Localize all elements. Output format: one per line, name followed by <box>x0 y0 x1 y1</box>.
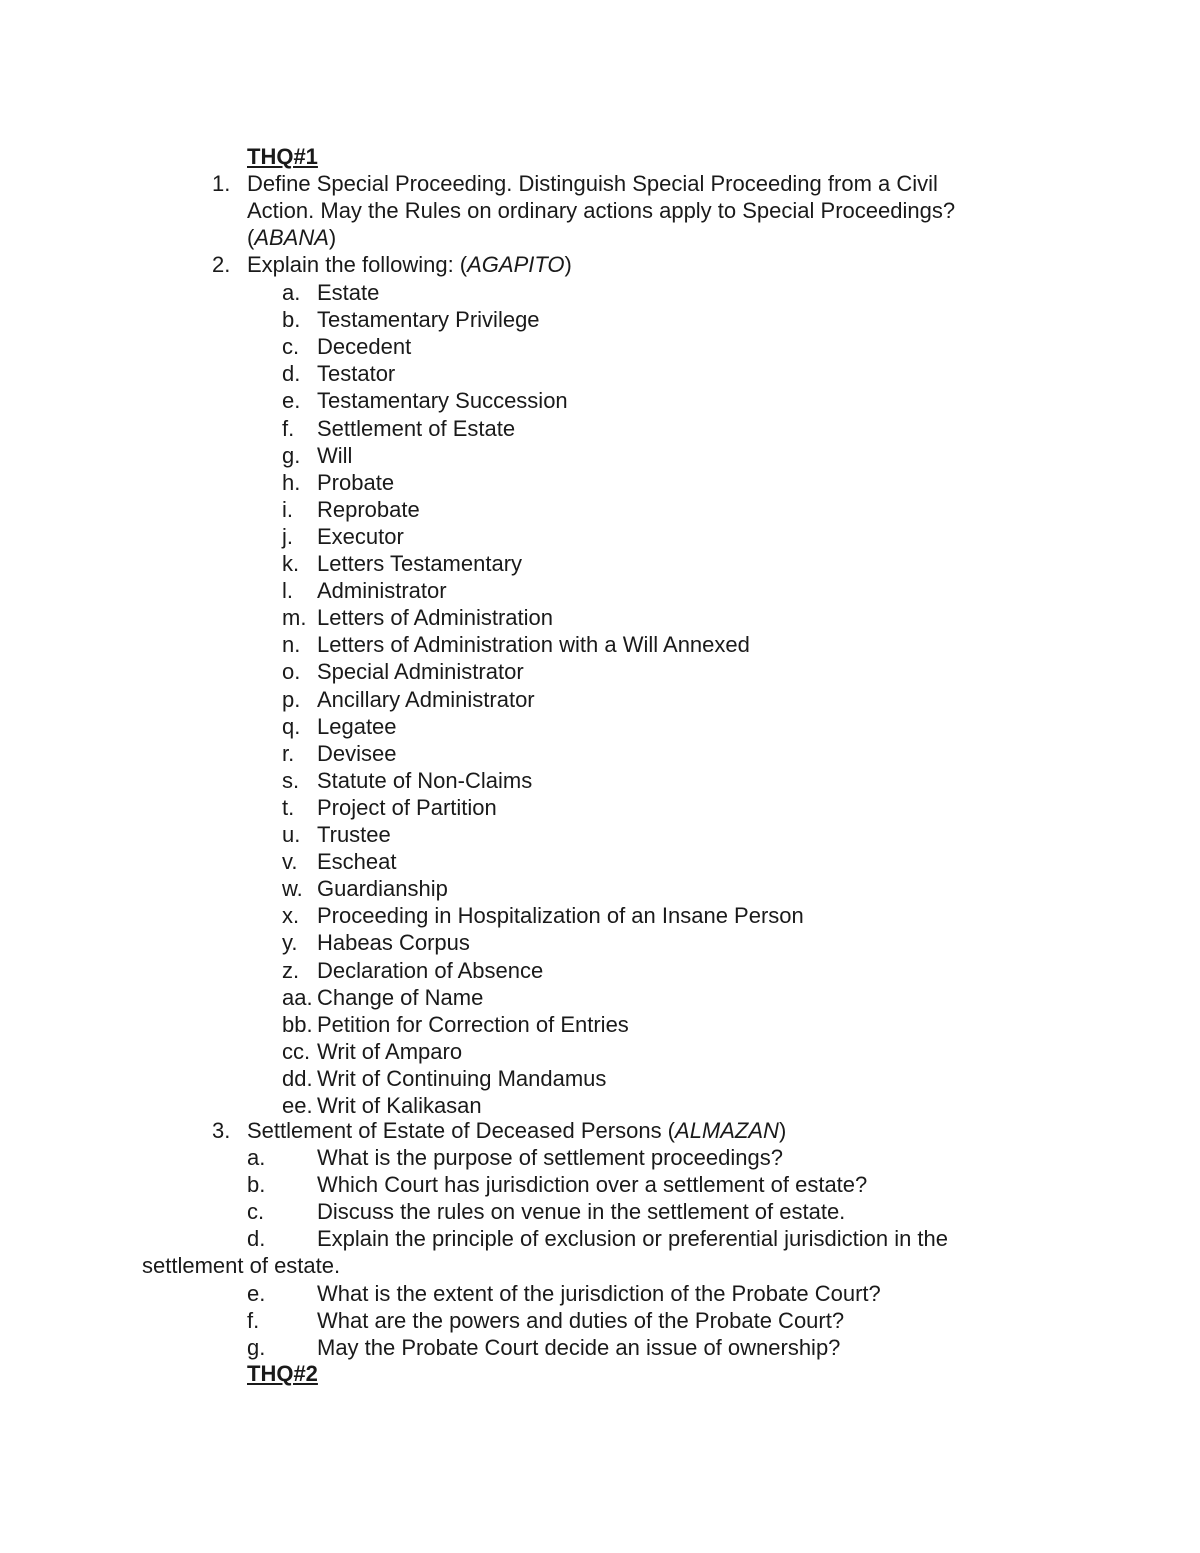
q2-item-letter: cc. <box>282 1039 311 1064</box>
q2-item-letter: l. <box>282 578 293 603</box>
q2-item-text: Testator <box>317 361 396 386</box>
q2-assignee: AGAPITO <box>467 252 565 277</box>
q2-item-text: Estate <box>317 280 380 305</box>
q2-item-text: Writ of Continuing Mandamus <box>317 1066 607 1091</box>
q2-item-text: Executor <box>317 524 404 549</box>
q3-item-letter: e. <box>247 1281 266 1306</box>
q3-item-letter: f. <box>247 1308 260 1333</box>
q2-item-text: Proceeding in Hospitalization of an Insane Person <box>317 903 804 928</box>
q2-item-letter: m. <box>282 605 307 630</box>
q3-item-text: Explain the principle of exclusion or preferential jurisdiction in the <box>317 1226 949 1251</box>
q1-number: 1. <box>212 171 231 196</box>
q3-item-letter: c. <box>247 1199 265 1224</box>
q2-item-text: Will <box>317 443 353 468</box>
q2-item-text: Petition for Correction of Entries <box>317 1012 629 1037</box>
q3-item-letter: a. <box>247 1145 266 1170</box>
q2-item-letter: w. <box>282 876 303 901</box>
q2-item-letter: i. <box>282 497 293 522</box>
q2-item-letter: b. <box>282 307 301 332</box>
q2-item-letter: r. <box>282 741 295 766</box>
q3-item-text: settlement of estate. <box>142 1253 341 1278</box>
q1-assignee-line: (ABANA) <box>247 225 337 250</box>
q2-item-text: Letters of Administration <box>317 605 554 630</box>
q1-line1: Define Special Proceeding. Distinguish Special Proceeding from a Civil <box>247 171 938 196</box>
q2-item-letter: z. <box>282 958 300 983</box>
q2-item-text: Probate <box>317 470 395 495</box>
q2-item-letter: g. <box>282 443 301 468</box>
q2-item-text: Escheat <box>317 849 397 874</box>
q2-item-text: Project of Partition <box>317 795 497 820</box>
q2-number: 2. <box>212 252 231 277</box>
q2-item-letter: j. <box>282 524 293 549</box>
q3-text-line: Settlement of Estate of Deceased Persons (ALMAZAN) <box>247 1118 787 1143</box>
q2-item-letter: q. <box>282 714 301 739</box>
q2-item-text: Statute of Non-Claims <box>317 768 533 793</box>
q2-item-letter: k. <box>282 551 300 576</box>
q2-item-text: Devisee <box>317 741 397 766</box>
q2-item-text: Reprobate <box>317 497 420 522</box>
q2-item-letter: a. <box>282 280 301 305</box>
q2-item-letter: ee. <box>282 1093 313 1118</box>
q3-item-letter: d. <box>247 1226 266 1251</box>
q2-item-letter: t. <box>282 795 295 820</box>
q2-item-text: Letters Testamentary <box>317 551 523 576</box>
q1-line2: Action. May the Rules on ordinary actions apply to Special Proceedings? <box>247 198 956 223</box>
heading-thq1: THQ#1 <box>247 144 318 169</box>
q2-item-letter: bb. <box>282 1012 313 1037</box>
q3-item-letter: g. <box>247 1335 266 1360</box>
q2-item-text: Testamentary Privilege <box>317 307 540 332</box>
q2-item-text: Writ of Kalikasan <box>317 1093 482 1118</box>
q2-item-letter: x. <box>282 903 300 928</box>
q2-item-text: Change of Name <box>317 985 484 1010</box>
q2-item-text: Testamentary Succession <box>317 388 568 413</box>
q2-item-text: Writ of Amparo <box>317 1039 463 1064</box>
q3-item-text: What is the purpose of settlement proceedings? <box>317 1145 783 1170</box>
q1-assignee: ABANA <box>254 225 329 250</box>
q3-item-letter: b. <box>247 1172 266 1197</box>
q3-item-text: Discuss the rules on venue in the settlement of estate. <box>317 1199 846 1224</box>
q3-item-text: What are the powers and duties of the Probate Court? <box>317 1308 845 1333</box>
q2-item-letter: c. <box>282 334 300 359</box>
q3-number: 3. <box>212 1118 231 1143</box>
q2-item-text: Special Administrator <box>317 659 524 684</box>
q2-item-letter: v. <box>282 849 298 874</box>
q2-item-text: Trustee <box>317 822 391 847</box>
q2-item-text: Ancillary Administrator <box>317 687 535 712</box>
q2-item-letter: n. <box>282 632 301 657</box>
q3-item-text: What is the extent of the jurisdiction of the Probate Court? <box>317 1281 881 1306</box>
q3-assignee: ALMAZAN <box>675 1118 779 1143</box>
q2-item-text: Guardianship <box>317 876 448 901</box>
q2-item-letter: dd. <box>282 1066 313 1091</box>
q3-item-text: Which Court has jurisdiction over a settlement of estate? <box>317 1172 868 1197</box>
q2-item-text: Settlement of Estate <box>317 416 516 441</box>
q2-item-text: Letters of Administration with a Will Annexed <box>317 632 750 657</box>
q2-item-letter: f. <box>282 416 295 441</box>
q2-item-text: Administrator <box>317 578 447 603</box>
q2-item-letter: o. <box>282 659 301 684</box>
q2-text-line: Explain the following: (AGAPITO) <box>247 252 572 277</box>
q3-item-text: May the Probate Court decide an issue of ownership? <box>317 1335 841 1360</box>
q2-item-letter: e. <box>282 388 301 413</box>
q2-item-letter: u. <box>282 822 301 847</box>
q2-item-letter: h. <box>282 470 301 495</box>
q2-item-letter: y. <box>282 930 298 955</box>
q2-item-text: Declaration of Absence <box>317 958 544 983</box>
q2-item-letter: p. <box>282 687 301 712</box>
q2-item-text: Legatee <box>317 714 397 739</box>
heading-thq2: THQ#2 <box>247 1361 318 1386</box>
q2-item-letter: s. <box>282 768 300 793</box>
q2-item-text: Habeas Corpus <box>317 930 470 955</box>
q2-item-letter: aa. <box>282 985 313 1010</box>
q2-item-letter: d. <box>282 361 301 386</box>
q2-item-text: Decedent <box>317 334 412 359</box>
